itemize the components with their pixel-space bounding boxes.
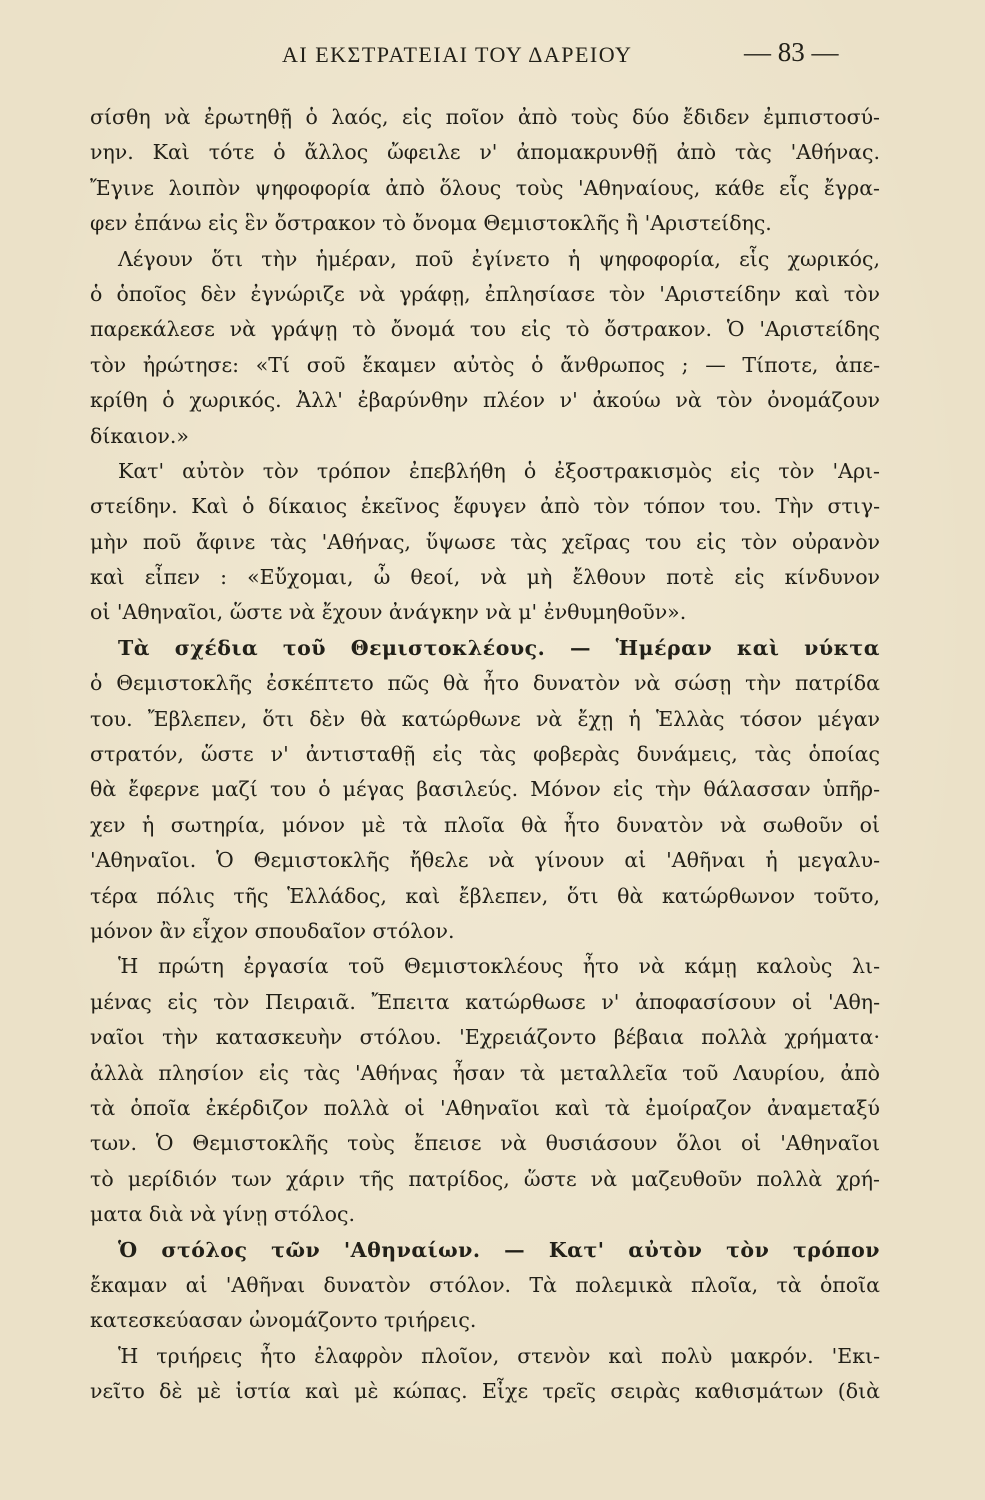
text-line: 'Αθηναῖοι. Ὁ Θεμιστοκλῆς ἤθελε νὰ γίνουν αἱ 'Αθῆναι ἡ μεγαλυ-	[90, 848, 880, 873]
text-line: μένας εἰς τὸν Πειραιᾶ. Ἔπειτα κατώρθωσε ν' ἀποφασίσουν οἱ 'Αθη-	[90, 989, 880, 1014]
section-heading-line: Ὁ στόλος τῶν 'Αθηναίων. — Κατ' αὐτὸν τὸν τρόπον	[118, 1237, 880, 1262]
body-text	[90, 100, 880, 1409]
text-line: χεν ἡ σωτηρία, μόνον μὲ τὰ πλοῖα θὰ ἦτο δυνατὸν νὰ σωθοῦν οἱ	[90, 812, 880, 837]
text-line: Κατ' αὐτὸν τὸν τρόπον ἐπεβλήθη ὁ ἐξοστρακισμὸς εἰς τὸν 'Αρι-	[118, 458, 880, 483]
text-line: φεν ἐπάνω εἰς ἓν ὄστρακον τὸ ὄνομα Θεμιστοκλῆς ἢ 'Αριστείδης.	[90, 211, 772, 236]
text-line: μόνον ἂν εἶχον σπουδαῖον στόλον.	[90, 918, 455, 943]
text-line: Λέγουν ὅτι τὴν ἡμέραν, ποῦ ἐγίνετο ἡ ψηφοφορία, εἷς χωρικός,	[118, 246, 880, 271]
text-line: νεῖτο δὲ μὲ ἱστία καὶ μὲ κώπας. Εἶχε τρεῖς σειρὰς καθισμάτων (διὰ	[90, 1379, 880, 1404]
text-line: θὰ ἔφερνε μαζί του ὁ μέγας βασιλεύς. Μόνον εἰς τὴν θάλασσαν ὑπῆρ-	[90, 777, 880, 802]
text-line: ὁ Θεμιστοκλῆς ἐσκέπτετο πῶς θὰ ἦτο δυνατὸν νὰ σώσῃ τὴν πατρίδα	[90, 671, 880, 696]
page-number: — 83 —	[744, 37, 839, 67]
text-line: του. Ἔβλεπεν, ὅτι δὲν θὰ κατώρθωνε νὰ ἔχῃ ἡ Ἑλλὰς τόσον μέγαν	[90, 706, 880, 731]
text-line: δίκαιον.»	[90, 423, 189, 448]
text-line: στρατόν, ὥστε ν' ἀντισταθῇ εἰς τὰς φοβερὰς δυνάμεις, τὰς ὁποίας	[90, 742, 880, 767]
text-line: Ἡ τριήρεις ἦτο ἐλαφρὸν πλοῖον, στενὸν καὶ πολὺ μακρόν. 'Εκι-	[118, 1343, 880, 1368]
text-line: κρίθη ὁ χωρικός. Ἀλλ' ἐβαρύνθην πλέον ν' ἀκούω νὰ τὸν ὀνομάζουν	[90, 388, 880, 413]
text-line: οἱ 'Αθηναῖοι, ὥστε νὰ ἔχουν ἀνάγκην νὰ μ' ἐνθυμηθοῦν».	[90, 600, 687, 625]
text-line: καὶ εἶπεν : «Εὔχομαι, ὦ θεοί, νὰ μὴ ἔλθουν ποτὲ εἰς κίνδυνον	[90, 565, 880, 590]
text-line: νην. Καὶ τότε ὁ ἄλλος ὤφειλε ν' ἀπομακρυνθῇ ἀπὸ τὰς 'Αθήνας.	[90, 140, 880, 165]
section-heading-line: Τὰ σχέδια τοῦ Θεμιστοκλέους. — Ἡμέραν καὶ νύκτα	[118, 635, 880, 660]
text-line: ματα διὰ νὰ γίνῃ στόλος.	[90, 1202, 355, 1227]
text-line: σίσθη νὰ ἐρωτηθῇ ὁ λαός, εἰς ποῖον ἀπὸ τοὺς δύο ἔδιδεν ἐμπιστοσύ-	[90, 105, 880, 129]
text-line: ὁ ὁποῖος δὲν ἐγνώριζε νὰ γράφῃ, ἐπλησίασε τὸν 'Αριστείδην καὶ τὸν	[90, 281, 880, 306]
text-line: στείδην. Καὶ ὁ δίκαιος ἐκεῖνος ἔφυγεν ἀπὸ τὸν τόπον του. Τὴν στιγ-	[90, 494, 880, 519]
text-line: ἀλλὰ πλησίον εἰς τὰς 'Αθήνας ἦσαν τὰ μεταλλεῖα τοῦ Λαυρίου, ἀπὸ	[90, 1060, 880, 1085]
text-line: Ἔγινε λοιπὸν ψηφοφορία ἀπὸ ὅλους τοὺς 'Αθηναίους, κάθε εἷς ἔγρα-	[90, 175, 880, 200]
text-line: ναῖοι τὴν κατασκευὴν στόλου. 'Εχρειάζοντο βέβαια πολλὰ χρήματα·	[90, 1025, 880, 1050]
text-line: τὰ ὁποῖα ἐκέρδιζον πολλὰ οἱ 'Αθηναῖοι καὶ τὰ ἐμοίραζον ἀναμεταξύ	[90, 1095, 880, 1120]
text-line: παρεκάλεσε νὰ γράψῃ τὸ ὄνομά του εἰς τὸ ὄστρακον. Ὁ 'Αριστείδης	[90, 317, 880, 342]
running-head: ΑΙ ΕΚΣΤΡΑΤΕΙΑΙ ΤΟΥ ΔΑΡΕΙΟΥ	[282, 42, 633, 67]
text-line: τέρα πόλις τῆς Ἑλλάδος, καὶ ἔβλεπεν, ὅτι θὰ κατώρθωνον τοῦτο,	[90, 883, 880, 908]
text-line: ἔκαμαν αἱ 'Αθῆναι δυνατὸν στόλον. Τὰ πολεμικὰ πλοῖα, τὰ ὁποῖα	[90, 1272, 880, 1297]
text-line: μὴν ποῦ ἄφινε τὰς 'Αθήνας, ὕψωσε τὰς χεῖρας του εἰς τὸν οὐρανὸν	[90, 529, 880, 554]
text-line: κατεσκεύασαν ὠνομάζοντο τριήρεις.	[90, 1308, 477, 1333]
text-line: τὸν ἠρώτησε: «Τί σοῦ ἔκαμεν αὐτὸς ὁ ἄνθρωπος ; — Τίποτε, ἀπε-	[90, 352, 880, 377]
text-line: τὸ μερίδιόν των χάριν τῆς πατρίδος, ὥστε νὰ μαζευθοῦν πολλὰ χρή-	[90, 1166, 880, 1191]
text-line: Ἡ πρώτη ἐργασία τοῦ Θεμιστοκλέους ἦτο νὰ κάμῃ καλοὺς λι-	[118, 954, 880, 979]
text-line: των. Ὁ Θεμιστοκλῆς τοὺς ἔπεισε νὰ θυσιάσουν ὅλοι οἱ 'Αθηναῖοι	[90, 1131, 880, 1156]
